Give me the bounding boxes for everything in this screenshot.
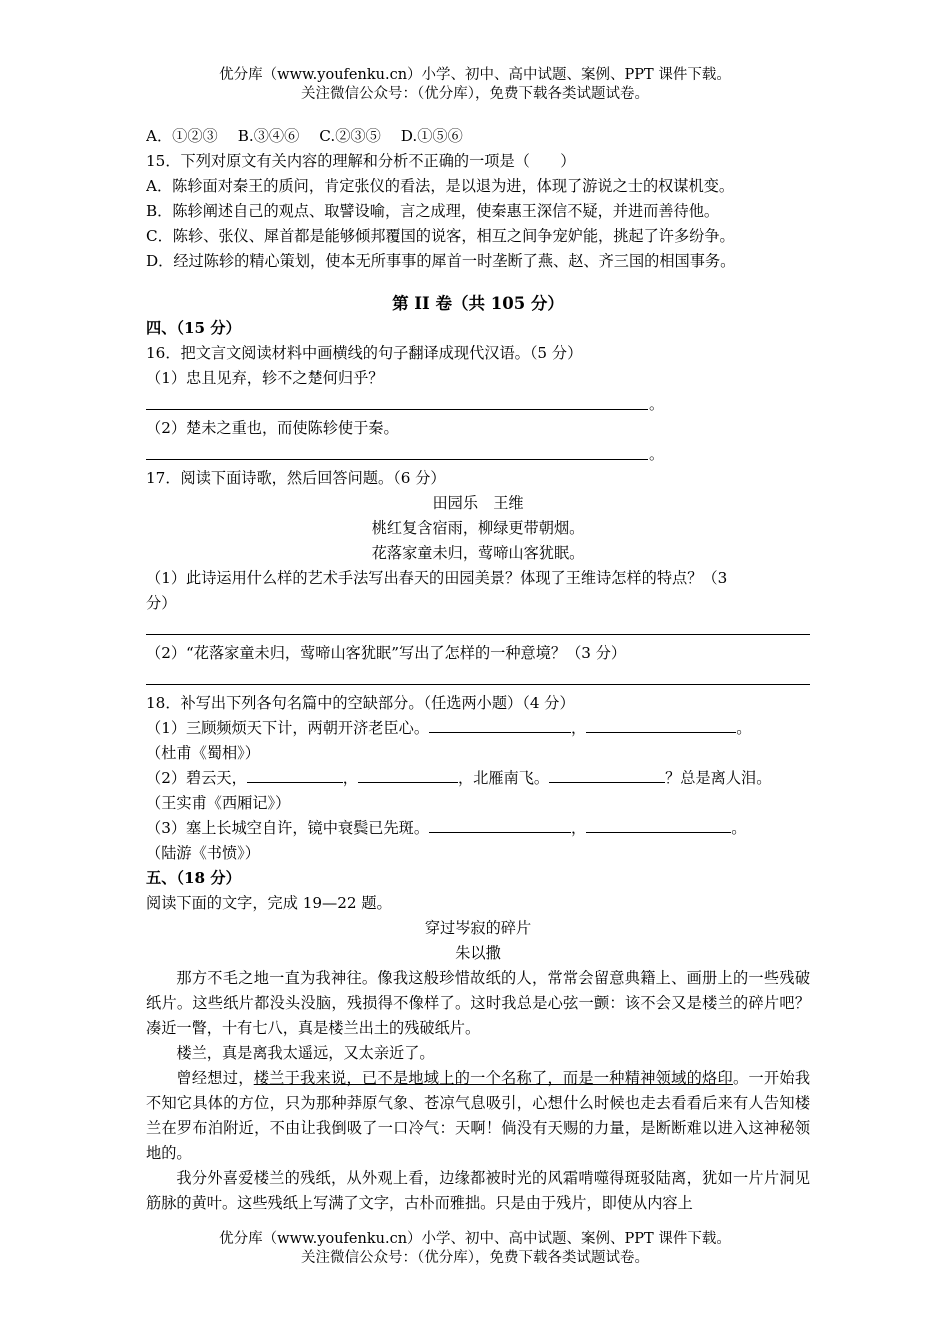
q18-3-blank-1[interactable] [429, 818, 571, 833]
poem-title: 田园乐 王维 [432, 494, 524, 512]
article-paragraph-4: 我分外喜爱楼兰的残纸，从外观上看，边缘都被时光的风霜啃噬得斑驳陆离，犹如一片片洞见筋脉的黄叶。这些残纸上写满了文字，古朴而雅拙。只是由于残片，即使从内容上 [146, 1169, 810, 1212]
q18-3-source: （陆游《书愤》） [146, 844, 260, 862]
poem-line-2: 花落家童未归，莺啼山客犹眠。 [371, 544, 585, 562]
article-author: 朱以撒 [455, 944, 501, 962]
q17-stem: 17．阅读下面诗歌，然后回答问题。（6 分） [146, 469, 446, 487]
q18-item-3 [146, 816, 810, 841]
q15-option-d: D．经过陈轸的精心策划，使本无所事事的犀首一时垄断了燕、赵、齐三国的相国事务。 [146, 252, 736, 270]
section5-heading: 五、（18 分） [146, 869, 241, 887]
q18-1-blank-2[interactable] [586, 718, 736, 733]
q18-1-text: （1）三顾频烦天下计，两朝开济老臣心。 [146, 719, 430, 737]
q15-option-b: B．陈轸阐述自己的观点、取譬设喻，言之成理，使秦惠王深信不疑，并进而善待他。 [146, 202, 720, 220]
q17-item-1: （1）此诗运用什么样的艺术手法写出春天的田园美景？体现了王维诗怎样的特点？（3 [146, 569, 728, 587]
footer-line-1: 优分库（www.youfenku.cn）小学、初中、高中试题、案例、PPT 课件下载。 [219, 1231, 731, 1247]
article-paragraph-2: 楼兰，真是离我太遥远，又太亲近了。 [176, 1044, 435, 1062]
q15-stem: 15．下列对原文有关内容的理解和分析不正确的一项是（ ） [146, 152, 576, 170]
q17-item-2: （2）“花落家童未归，莺啼山客犹眠”写出了怎样的一种意境？（3 分） [146, 644, 627, 662]
period: 。 [731, 819, 747, 837]
period: 。 [649, 445, 665, 463]
q18-item-1 [146, 716, 810, 741]
footer-line-2: 关注微信公众号：（优分库），免费下载各类试题试卷。 [301, 1250, 649, 1266]
q18-2-blank-3[interactable] [549, 768, 665, 783]
q15-option-a: A．陈轸面对秦王的质问，肯定张仪的看法，是以退为进，体现了游说之士的权谋机变。 [146, 177, 735, 195]
q18-2-blank-1[interactable] [247, 768, 343, 783]
header-line-2: 关注微信公众号：（优分库），免费下载各类试题试卷。 [301, 86, 649, 102]
part2-title: 第 II 卷（共 105 分） [392, 294, 564, 313]
p3-rest: 。一开始我不知它具体的方位，只为那种莽原气象、苍凉气息吸引，心想什么时候也走去看看后来有人告知楼兰在罗布泊附近，不由让我倒吸了一口冷气：天啊！倘没有天赐的力量，是断断难以进入这神秘领地的。 [146, 1069, 811, 1162]
q18-1-source: （杜甫《蜀相》） [146, 744, 260, 762]
p3-underlined-sentence: 楼兰于我来说，已不是地域上的一个名称了，而是一种精神领域的烙印 [253, 1069, 733, 1087]
q18-2-text-a: （2）碧云天， [146, 769, 247, 787]
period: 。 [736, 719, 752, 737]
poem-line-1: 桃红复含宿雨，柳绿更带朝烟。 [371, 519, 585, 537]
q18-2-text-c: ？总是离人泪。 [665, 769, 772, 787]
q17-2-answer-line[interactable] [146, 666, 810, 691]
q18-3-text: （3）塞上长城空自许，镜中衰鬓已先斑。 [146, 819, 430, 837]
q18-stem: 18．补写出下列各句名篇中的空缺部分。（任选两小题）（4 分） [146, 694, 575, 712]
q17-1-answer-line[interactable] [146, 616, 810, 641]
section4-heading: 四、（15 分） [146, 319, 241, 337]
q16-item-1: （1）忠且见弃，轸不之楚何归乎？ [146, 369, 384, 387]
p3-lead: 曾经想过， [176, 1069, 254, 1087]
q14-options: A．①②③ B.③④⑥ C.②③⑤ D.①⑤⑥ [146, 127, 463, 145]
period: 。 [649, 395, 665, 413]
header-line-1: 优分库（www.youfenku.cn）小学、初中、高中试题、案例、PPT 课件下载。 [219, 67, 731, 83]
q18-2-source: （王实甫《西厢记》） [146, 794, 291, 812]
comma: ， [571, 819, 587, 837]
q17-item-1-cont: 分） [146, 594, 177, 612]
q16-stem: 16．把文言文阅读材料中画横线的句子翻译成现代汉语。（5 分） [146, 344, 583, 362]
q18-1-blank-1[interactable] [429, 718, 571, 733]
article-title: 穿过岑寂的碎片 [424, 919, 532, 937]
document-body [146, 124, 810, 1216]
article-paragraph-1: 那方不毛之地一直为我神往。像我这般珍惜故纸的人，常常会留意典籍上、画册上的一些残破纸片。这些纸片都没头没脑，残损得不像样了。这时我总是心弦一颤：该不会又是楼兰的碎片吧？凑近一瞥，十有七八，真是楼兰出土的残破纸片。 [146, 969, 810, 1037]
comma: ， [342, 769, 358, 787]
article-paragraph-3 [146, 1066, 810, 1166]
q16-2-answer-line[interactable] [146, 441, 810, 466]
q18-item-2 [146, 766, 810, 791]
q18-3-blank-2[interactable] [586, 818, 731, 833]
comma: ， [571, 719, 587, 737]
section5-intro: 阅读下面的文字，完成 19—22 题。 [146, 894, 392, 912]
q16-1-answer-line[interactable] [146, 391, 810, 416]
q15-option-c: C．陈轸、张仪、犀首都是能够倾邦覆国的说客，相互之间争宠妒能，挑起了许多纷争。 [146, 227, 735, 245]
q18-2-blank-2[interactable] [358, 768, 458, 783]
q18-2-text-b: ，北雁南飞。 [457, 769, 550, 787]
page-header [0, 66, 950, 104]
q16-item-2: （2）楚未之重也，而使陈轸使于秦。 [146, 419, 399, 437]
page-footer [0, 1230, 950, 1268]
